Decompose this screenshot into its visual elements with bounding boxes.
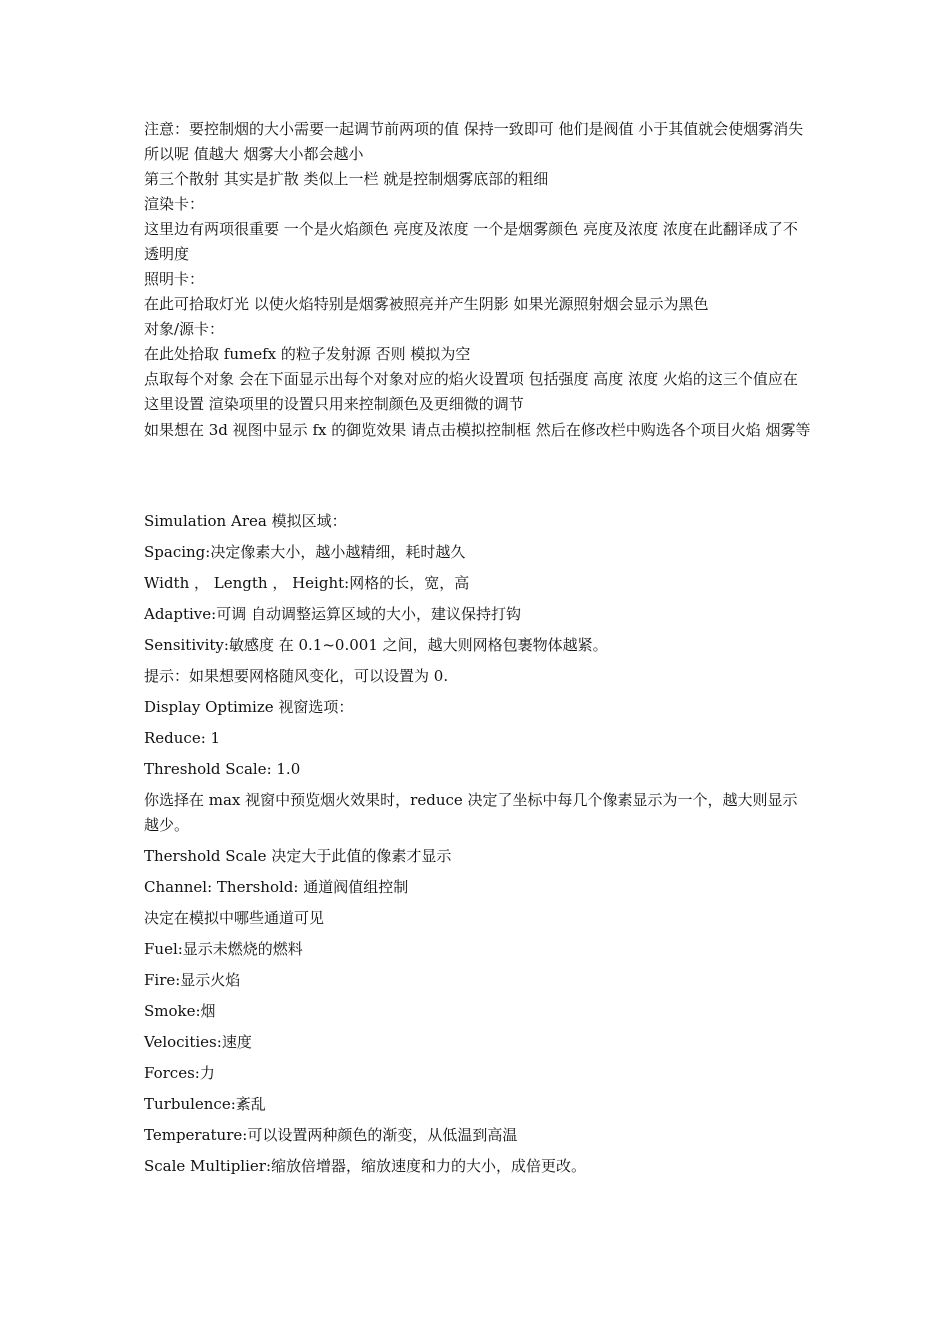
line-spacing: Spacing:决定像素大小，越小越精细，耗时越久 [144, 543, 466, 561]
line-display-optimize: Display Optimize 视窗选项： [144, 698, 354, 716]
paragraph-pick-objects: 点取每个对象 会在下面显示出每个对象对应的焰火设置项 包括强度 高度 浓度 火焰的这三个值应在这里设置 渲染项里的设置只用来控制颜色及更细微的调节 [144, 370, 798, 413]
line-width-length-height: Width ， Length ， Height:网格的长，宽，高 [144, 574, 470, 592]
line-smoke: Smoke:烟 [144, 1002, 216, 1020]
line-channel-thershold: Channel: Thershold: 通道阀值组控制 [144, 878, 409, 896]
paragraph-note-smoke-size: 注意：要控制烟的大小需要一起调节前两项的值 保持一致即可 他们是阀值 小于其值就会使烟雾消失 所以呢 值越大 烟雾大小都会越小 [144, 120, 804, 163]
line-forces: Forces:力 [144, 1064, 215, 1082]
paragraph-scatter: 第三个散射 其实是扩散 类似上一栏 就是控制烟雾底部的粗细 [144, 170, 549, 188]
line-tip: 提示：如果想要网格随风变化，可以设置为 0. [144, 667, 449, 685]
line-fuel: Fuel:显示未燃烧的燃料 [144, 940, 303, 958]
line-fire: Fire:显示火焰 [144, 971, 241, 989]
paragraph-preview-3d: 如果想在 3d 视图中显示 fx 的御览效果 请点击模拟控制框 然后在修改栏中购选各个项目火焰 烟雾等 [144, 421, 811, 439]
line-thershold-scale: Thershold Scale 决定大于此值的像素才显示 [144, 847, 452, 865]
heading-object-source-card: 对象/源卡： [144, 320, 225, 338]
line-threshold-scale: Threshold Scale: 1.0 [144, 760, 301, 778]
heading-render-card: 渲染卡： [144, 195, 205, 213]
line-turbulence: Turbulence:紊乱 [144, 1095, 266, 1113]
line-velocities: Velocities:速度 [144, 1033, 252, 1051]
line-adaptive: Adaptive:可调 自动调整运算区域的大小，建议保持打钩 [144, 605, 521, 623]
heading-lighting-card: 照明卡： [144, 270, 205, 288]
parameters-section [144, 509, 812, 1179]
paragraph-render-card: 这里边有两项很重要 一个是火焰颜色 亮度及浓度 一个是烟雾颜色 亮度及浓度 浓度在此翻译成了不透明度 [144, 220, 798, 263]
document-body [144, 117, 812, 1185]
paragraph-reduce-explanation: 你选择在 max 视窗中预览烟火效果时，reduce 决定了坐标中每几个像素显示为一个，越大则显示越少。 [144, 791, 798, 834]
line-sensitivity: Sensitivity:敏感度 在 0.1~0.001 之间，越大则网格包裹物体越紧。 [144, 636, 608, 654]
section-spacer [144, 443, 812, 509]
notes-section [144, 117, 812, 443]
line-reduce: Reduce: 1 [144, 729, 221, 747]
line-visible-channels: 决定在模拟中哪些通道可见 [144, 909, 325, 927]
paragraph-object-source-card: 在此处拾取 fumefx 的粒子发射源 否则 模拟为空 [144, 345, 471, 363]
paragraph-lighting-card: 在此可拾取灯光 以使火焰特别是烟雾被照亮并产生阴影 如果光源照射烟会显示为黑色 [144, 295, 709, 313]
line-simulation-area: Simulation Area 模拟区域： [144, 512, 347, 530]
line-scale-multiplier: Scale Multiplier:缩放倍增器，缩放速度和力的大小，成倍更改。 [144, 1157, 587, 1175]
line-temperature: Temperature:可以设置两种颜色的渐变，从低温到高温 [144, 1126, 518, 1144]
